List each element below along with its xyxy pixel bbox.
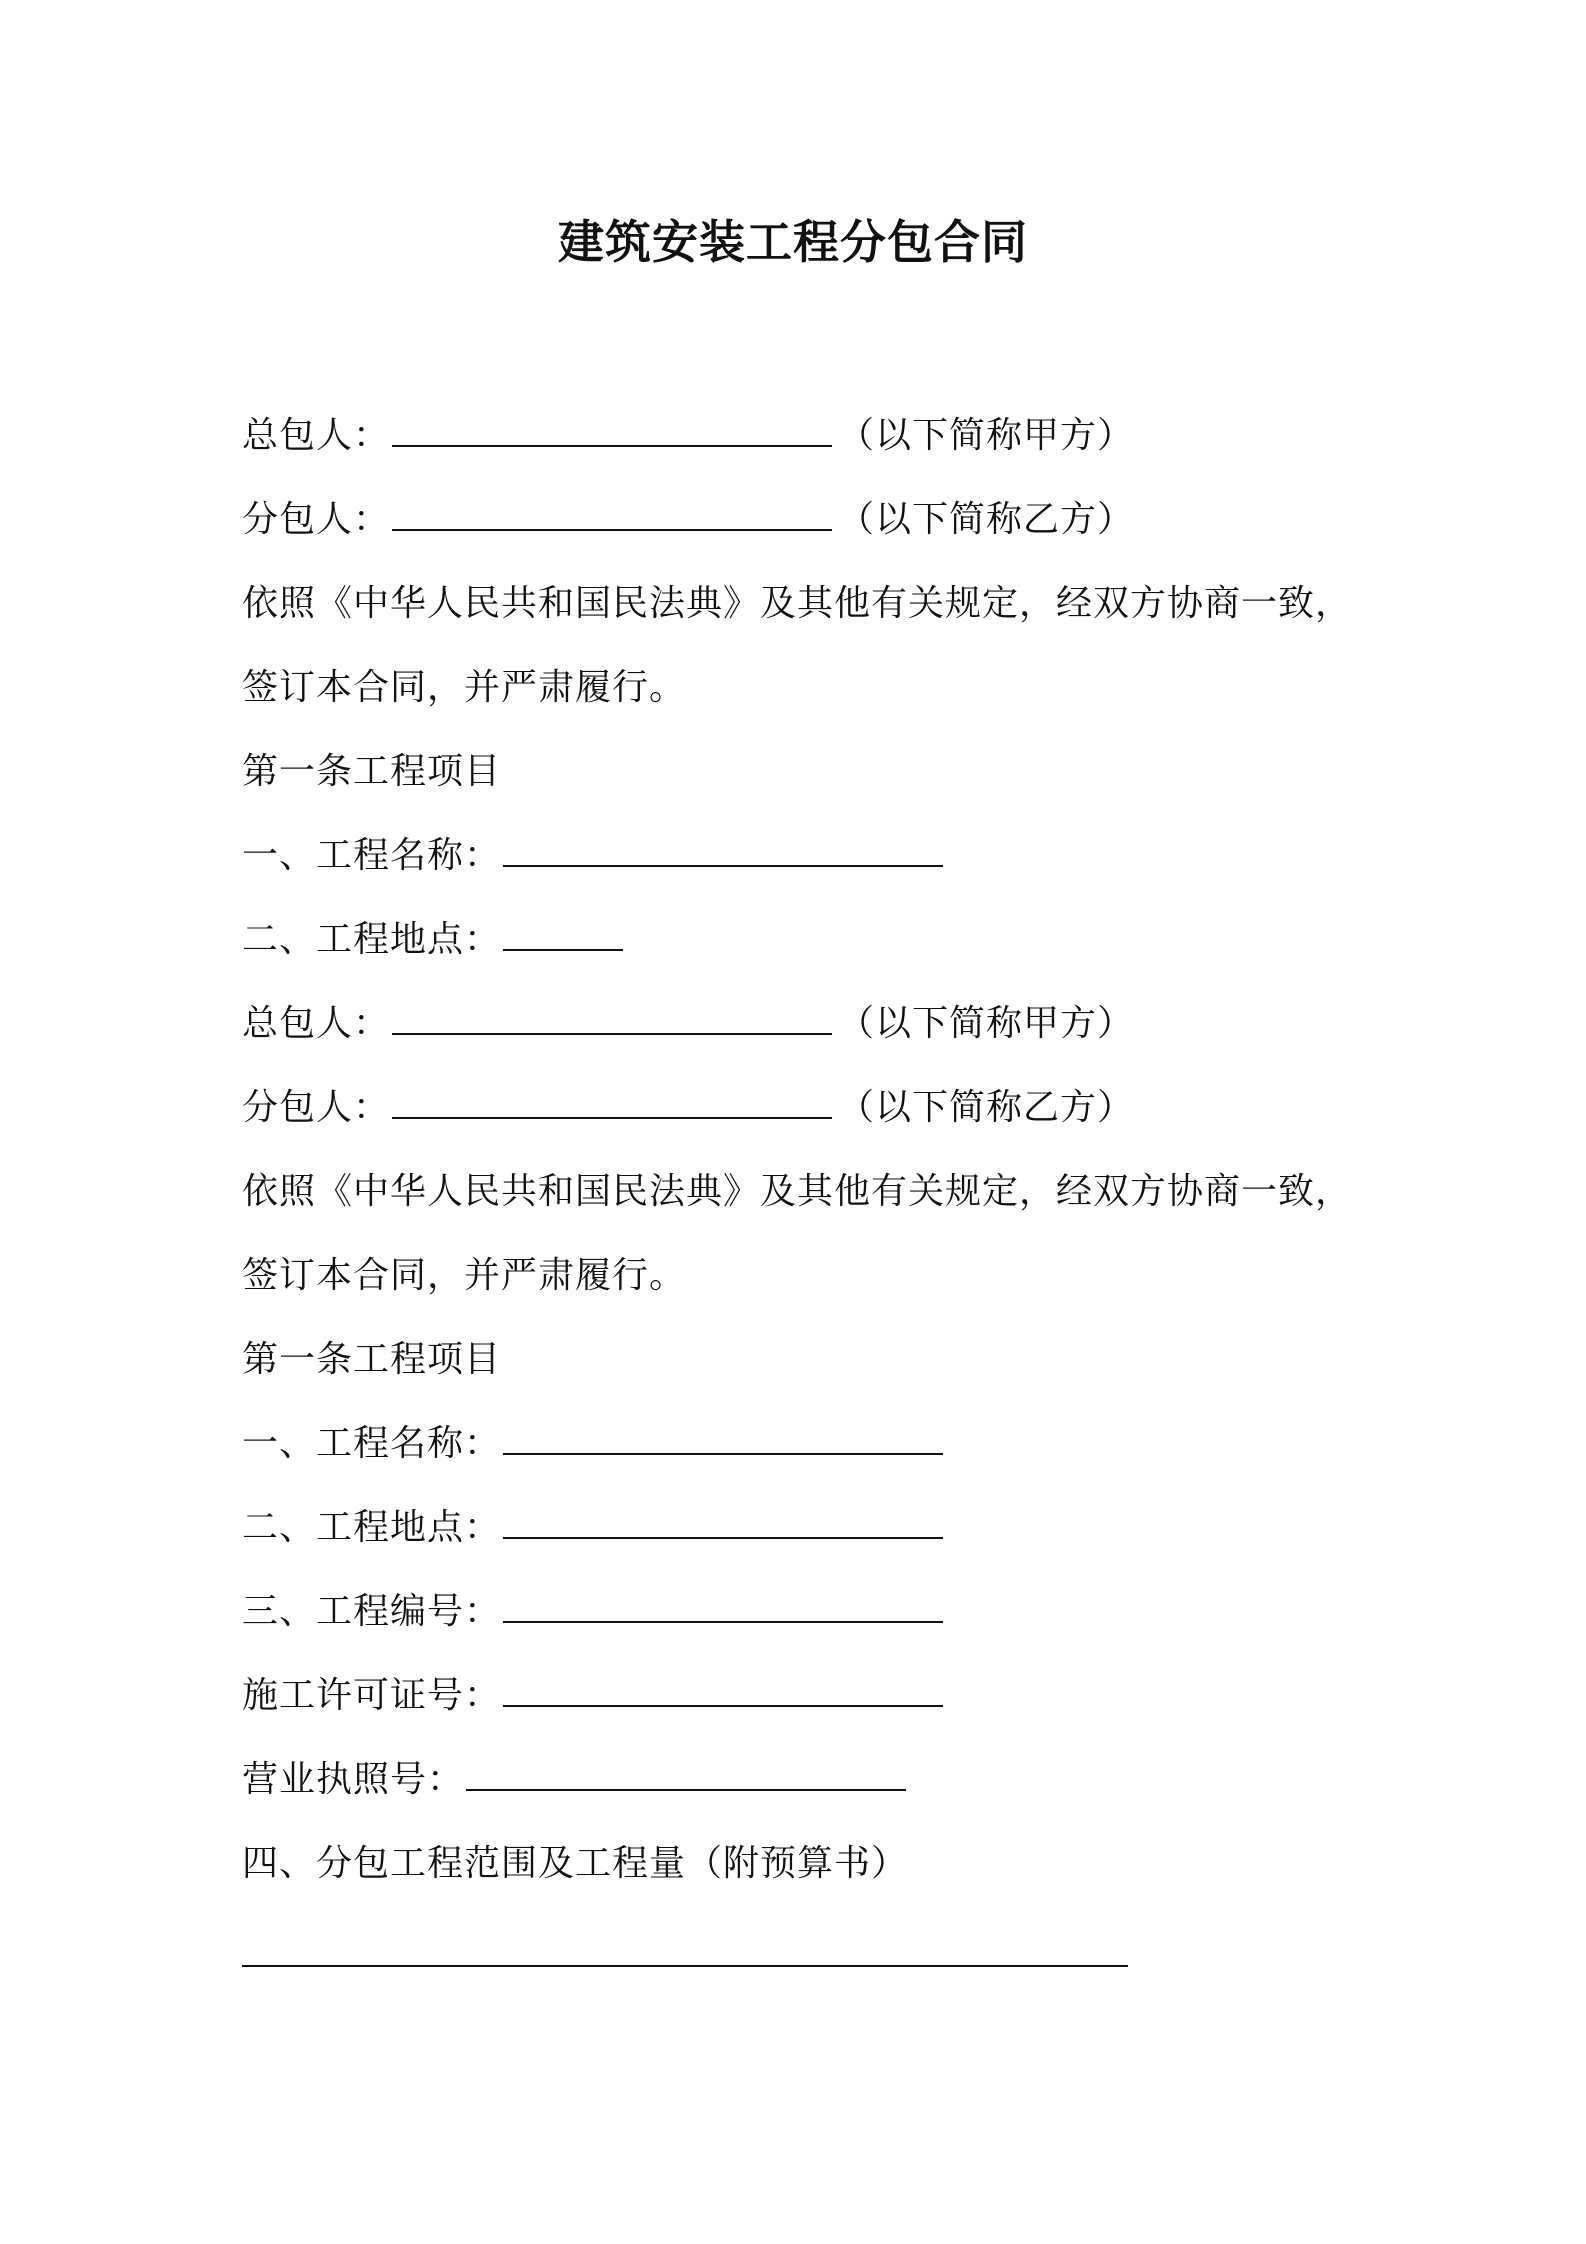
preamble-line-2: 签订本合同，并严肃履行。 <box>242 667 687 708</box>
project-name-line <box>242 832 949 880</box>
party-a-note-2: （以下简称甲方） <box>838 1003 1135 1044</box>
general-contractor-blank[interactable] <box>392 415 832 447</box>
business-license-label: 营业执照号： <box>242 1759 465 1800</box>
project-name-blank[interactable] <box>503 835 943 867</box>
project-name-line-2 <box>242 1420 949 1468</box>
project-location-line <box>242 916 629 964</box>
scope-heading: 四、分包工程范围及工程量（附预算书） <box>242 1843 909 1884</box>
article-1-heading-2: 第一条工程项目 <box>242 1339 502 1380</box>
project-number-label: 三、工程编号： <box>242 1591 502 1632</box>
project-location-label-2: 二、工程地点： <box>242 1507 502 1548</box>
preamble-line-1: 依照《中华人民共和国民法典》及其他有关规定，经双方协商一致， <box>242 583 1353 624</box>
party-b-note-2: （以下简称乙方） <box>838 1087 1135 1128</box>
project-name-label-2: 一、工程名称： <box>242 1423 502 1464</box>
construction-permit-line <box>242 1672 949 1720</box>
general-contractor-label-2: 总包人： <box>242 1003 391 1044</box>
subcontractor-line-2 <box>242 1084 1134 1132</box>
article-1-heading: 第一条工程项目 <box>242 751 502 792</box>
subcontractor-blank[interactable] <box>392 499 832 531</box>
business-license-blank[interactable] <box>466 1759 906 1791</box>
project-number-line <box>242 1588 949 1636</box>
party-a-note: （以下简称甲方） <box>838 415 1135 456</box>
project-name-blank-2[interactable] <box>503 1423 943 1455</box>
document-title: 建筑安装工程分包合同 <box>558 215 1028 269</box>
project-location-line-2 <box>242 1504 949 1552</box>
subcontractor-blank-2[interactable] <box>392 1087 832 1119</box>
preamble-line-4: 签订本合同，并严肃履行。 <box>242 1255 687 1296</box>
project-location-blank[interactable] <box>503 919 623 951</box>
general-contractor-blank-2[interactable] <box>392 1003 832 1035</box>
construction-permit-label: 施工许可证号： <box>242 1675 502 1716</box>
business-license-line <box>242 1756 912 1804</box>
scope-blank[interactable] <box>242 1935 1128 1967</box>
subcontractor-label: 分包人： <box>242 499 391 540</box>
preamble-line-3: 依照《中华人民共和国民法典》及其他有关规定，经双方协商一致， <box>242 1171 1353 1212</box>
scope-line <box>242 1932 1134 1980</box>
subcontractor-line <box>242 496 1134 544</box>
general-contractor-line-2 <box>242 1000 1134 1048</box>
general-contractor-line <box>242 412 1134 460</box>
project-number-blank[interactable] <box>503 1591 943 1623</box>
project-location-blank-2[interactable] <box>503 1507 943 1539</box>
project-name-label: 一、工程名称： <box>242 835 502 876</box>
subcontractor-label-2: 分包人： <box>242 1087 391 1128</box>
construction-permit-blank[interactable] <box>503 1675 943 1707</box>
party-b-note: （以下简称乙方） <box>838 499 1135 540</box>
general-contractor-label: 总包人： <box>242 415 391 456</box>
project-location-label: 二、工程地点： <box>242 919 502 960</box>
